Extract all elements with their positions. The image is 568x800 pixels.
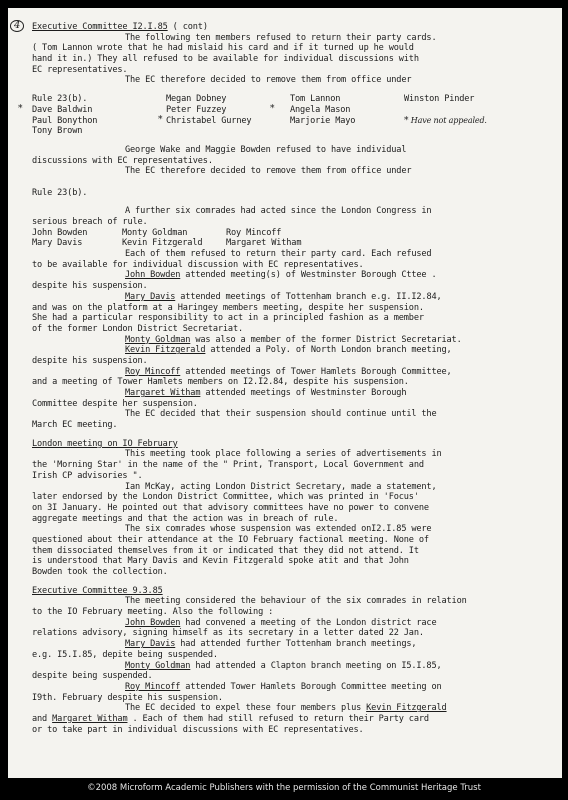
entry-davis: Mary Davis attended meetings of Tottenham branch e.g. II.I2.84, xyxy=(125,291,442,302)
document-body xyxy=(18,22,552,735)
text-line: relations advisory, signing himself as its secretary in a letter dated 22 Jan. xyxy=(32,628,424,639)
text-line: to the IO February meeting. Also the following : xyxy=(32,607,274,618)
entry-mincoff: Roy Mincoff attended meetings of Tower Hamlets Borough Committee, xyxy=(125,366,452,377)
text-line: The EC therefore decided to remove them from office under xyxy=(125,75,412,86)
expel-line-2: and Margaret Witham . Each of them had still refused to return their Party card xyxy=(32,713,429,724)
text-line: This meeting took place following a series of advertisements in xyxy=(125,449,442,460)
text-line: Each of them refused to return their party card. Each refused xyxy=(125,249,432,260)
text-line: aggregate meetings and that the action was in breach of rule. xyxy=(32,513,339,524)
star-mark: * xyxy=(18,104,23,115)
text-line: e.g. I5.I.85, depite being suspended. xyxy=(32,649,218,660)
spacer xyxy=(32,137,552,145)
spacer xyxy=(32,177,552,188)
members-row: Tony Brown xyxy=(32,126,83,137)
members-list xyxy=(18,94,552,137)
spacer xyxy=(32,431,552,439)
text-line: of the former London District Secretariat. xyxy=(32,323,244,334)
entry-davis-2: Mary Davis had attended further Tottenham branch meetings, xyxy=(125,639,417,650)
text-line: She had a particular responsibility to act in a principled fashion as a member xyxy=(32,313,424,324)
text-line: and was on the platform at a Haringey members meeting, despite her suspension. xyxy=(32,302,424,313)
text-line: to be available for individual discussion with EC representatives. xyxy=(32,259,364,270)
entry-goldman-2: Monty Goldman had attended a Clapton branch meeting on I5.I.85, xyxy=(125,660,442,671)
entry-goldman: Monty Goldman was also a member of the former District Secretariat. xyxy=(125,334,462,345)
spacer xyxy=(32,578,552,586)
spacer xyxy=(32,198,552,206)
text-line: Bowden took the collection. xyxy=(32,567,168,577)
entry-witham: Margaret Witham attended meetings of Westminster Borough xyxy=(125,388,407,398)
members-row: Paul Bonython Christabel Gurney Marjorie Mayo * Have not appealed. xyxy=(32,115,487,126)
members-row: Dave Baldwin Peter Fuzzey Angela Mason xyxy=(32,104,351,115)
six-comrades-row: John Bowden Monty Goldman Roy Mincoff xyxy=(32,227,282,238)
copyright-footer: ©2008 Microform Academic Publishers with the permission of the Communist Heritage Trust xyxy=(87,783,481,793)
heading-ec-9-3-85: Executive Committee 9.3.85 xyxy=(32,585,163,596)
text-line: The meeting considered the behaviour of the six comrades in relation xyxy=(125,596,467,607)
text-line: Irish CP advisories ". xyxy=(32,470,143,481)
text-line: and a meeting of Tower Hamlets members on I2.I2.84, despite his suspension. xyxy=(32,377,409,388)
text-line: later endorsed by the London District Committee, which was printed in 'Focus' xyxy=(32,492,419,503)
spacer xyxy=(32,86,552,94)
text-line: on 3I January. He pointed out that advisory committees have no power to convene xyxy=(32,502,429,513)
entry-bowden: John Bowden attended meeting(s) of Westminster Borough Cttee . xyxy=(125,270,437,281)
entry-bowden-2: John Bowden had convened a meeting of the London district race xyxy=(125,617,437,628)
text-line: The six comrades whose suspension was extended onI2.I.85 were xyxy=(125,524,432,535)
heading-london-meeting: London meeting on IO February xyxy=(32,438,178,449)
text-line: them dissociated themselves from it or indicated that they did not attend. It xyxy=(32,545,419,556)
text-line: despite his suspension. xyxy=(32,355,148,366)
text-line: the 'Morning Star' in the name of the " Print, Transport, Local Government and xyxy=(32,460,424,471)
page-number: 4 xyxy=(10,20,24,32)
members-row: Rule 23(b). Megan Dobney Tom Lannon Winston Pinder xyxy=(32,94,475,105)
text-line: ( Tom Lannon wrote that he had mislaid his card and if it turned up he would xyxy=(32,43,414,54)
expel-line: The EC decided to expel these four members plus Kevin Fitzgerald xyxy=(125,703,447,714)
entry-fitzgerald: Kevin Fitzgerald attended a Poly. of North London branch meeting, xyxy=(125,345,452,356)
text-line: hand it in.) They all refused to be available for individual discussions with xyxy=(32,54,419,65)
text-line: EC representatives. xyxy=(32,64,128,75)
text-line: George Wake and Maggie Bowden refused to have individual xyxy=(125,144,407,155)
text-line: despite his suspension. xyxy=(32,281,148,292)
text-line: A further six comrades had acted since the London Congress in xyxy=(125,206,432,217)
text-line: discussions with EC representatives. xyxy=(32,155,213,166)
text-line: Ian McKay, acting London District Secretary, made a statement, xyxy=(125,481,437,492)
text-line: The following ten members refused to return their party cards. xyxy=(125,32,437,43)
text-line: or to take part in individual discussions with EC representatives. xyxy=(32,724,364,735)
star-mark: * xyxy=(270,104,275,115)
text-line: Rule 23(b). xyxy=(32,187,88,198)
text-line: questioned about their attendance at the IO February factional meeting. None of xyxy=(32,534,429,545)
star-mark: * xyxy=(158,115,163,126)
text-line: despite being suspended. xyxy=(32,671,153,682)
text-line: The EC decided that their suspension should continue until the xyxy=(125,409,437,420)
text-line: serious breach of rule. xyxy=(32,217,148,227)
entry-mincoff-2: Roy Mincoff attended Tower Hamlets Borough Committee meeting on xyxy=(125,681,442,692)
document-page xyxy=(8,8,562,778)
text-line: I9th. February despite his suspension. xyxy=(32,692,223,703)
six-comrades-row: Mary Davis Kevin Fitzgerald Margaret Witham xyxy=(32,238,302,249)
text-line: March EC meeting. xyxy=(32,420,118,431)
text-line: The EC therefore decided to remove them from office under xyxy=(125,166,412,177)
text-line: is understood that Mary Davis and Kevin Fitzgerald spoke atit and that John xyxy=(32,556,409,567)
text-line: Committee despite her suspension. xyxy=(32,398,198,409)
heading-ec-12-1-85: Executive Committee I2.I.85 ( cont) xyxy=(32,22,208,32)
handwritten-note: * Have not appealed. xyxy=(404,115,487,126)
